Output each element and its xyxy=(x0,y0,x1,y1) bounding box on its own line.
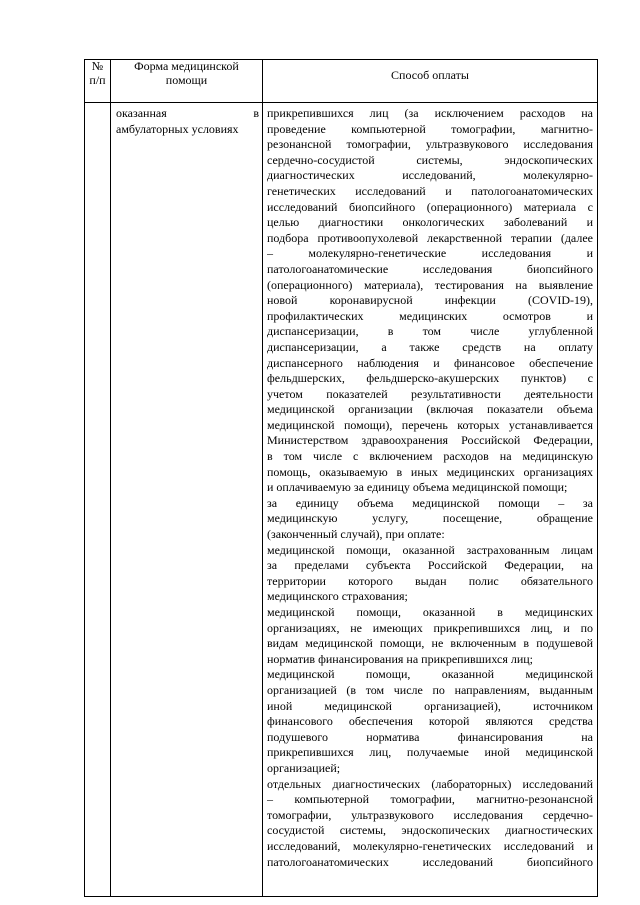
payment-text-line: помощь, оказываемую в иных медицинских организациях xyxy=(267,464,593,479)
payment-text-line: (операционного) материала), тестирования на выявление xyxy=(267,277,593,292)
header-number-symbol: № xyxy=(91,59,104,73)
payment-text-line: исследований, молекулярно-генетических исследований и xyxy=(267,838,593,853)
form-line: оказанная в xyxy=(116,106,259,120)
payment-text-line: организациях, не имеющих прикрепившихся лиц, и по xyxy=(267,620,593,635)
payment-text-line: новой коронавирусной инфекции (COVID-19), xyxy=(267,293,593,308)
payment-text-line: медицинского страхования; xyxy=(267,589,408,604)
header-number xyxy=(85,60,111,103)
payment-text-line: диспансеризации, а также средств на оплату xyxy=(267,339,593,354)
payment-text-line: за пределами субъекта Российской Федерации, на xyxy=(267,558,593,573)
header-payment xyxy=(263,60,598,103)
payment-text-line: – молекулярно-генетические исследования и xyxy=(267,246,593,261)
payment-text-line: диспансерного наблюдения и финансовое обеспечение xyxy=(267,355,593,370)
payment-text-line: иной медицинской организацией), источником xyxy=(267,698,593,713)
payment-text-line: фельдшерских, фельдшерско-акушерских пунктов) с xyxy=(267,371,593,386)
payment-text-line: резонансной томографии, ультразвукового исследования xyxy=(267,137,593,152)
payment-text-line: – компьютерной томографии, магнитно-резонансной xyxy=(267,792,593,807)
payment-text-line: Министерством здравоохранения Российской Федерации, xyxy=(267,433,593,448)
payment-text-line: финансового обеспечения которой являются средства xyxy=(267,714,593,729)
payment-text-line: подушевого норматива финансирования на xyxy=(267,729,593,744)
payment-text-line: патологоанатомические исследования биопсийного xyxy=(267,261,593,276)
payment-text-line: медицинской помощи, оказанной застрахованным лицам xyxy=(267,542,593,557)
row-number-cell xyxy=(85,103,111,897)
payment-text-line: медицинскую услугу, посещение, обращение xyxy=(267,511,593,526)
payment-text-line: медицинской помощи, оказанной медицинской xyxy=(267,667,593,682)
payment-text-line: исследований биопсийного (операционного) материала с xyxy=(267,199,593,214)
payment-text-line: медицинской помощи, оказанной в медицинских xyxy=(267,605,593,619)
header-form-line2: помощи xyxy=(165,72,208,87)
payment-text-line: профилактических медицинских осмотров и xyxy=(267,308,593,323)
header-form xyxy=(111,60,263,103)
form-line: амбулаторных условиях xyxy=(116,121,239,136)
payment-text-line: в том числе с включением расходов на медицинскую xyxy=(267,449,593,464)
payment-text-line: сердечно-сосудистой системы, эндоскопических xyxy=(267,152,593,167)
payment-text-line: видам медицинской помощи, не включенным в подушевой xyxy=(267,636,593,651)
table-row xyxy=(85,103,598,897)
payment-text-line: томографии, ультразвукового исследования сердечно- xyxy=(267,807,593,822)
payment-text-line: учетом показателей результативности деятельности xyxy=(267,386,593,401)
payment-text-line: диспансеризации, в том числе углубленной xyxy=(267,324,593,339)
row-form-cell xyxy=(111,103,263,897)
row-payment-cell xyxy=(263,103,598,897)
payment-text-line: диагностических исследований, молекулярно- xyxy=(267,168,593,183)
payment-text-line: проведение компьютерной томографии, магнитно- xyxy=(267,121,593,136)
payment-methods-table xyxy=(84,59,598,897)
payment-text-line: медицинской помощи), перечень которых устанавливается xyxy=(267,417,593,432)
table-header-row xyxy=(85,60,598,103)
payment-text-line: организацией (в том числе по направлениям, выданным xyxy=(267,682,593,697)
payment-text-line: патологоанатомических исследований биопсийного xyxy=(267,854,593,869)
payment-text-line: целью диагностики онкологических заболеваний и xyxy=(267,215,593,230)
payment-text-line: организацией; xyxy=(267,760,341,775)
payment-text-line: прикрепившихся лиц, получаемые иной медицинской xyxy=(267,745,593,760)
payment-text-line: (законченный случай), при оплате: xyxy=(267,527,445,542)
payment-text-line: и оплачиваемую за единицу объема медицинской помощи; xyxy=(267,480,568,495)
payment-text-line: сосудистой системы, эндоскопических диагностических xyxy=(267,823,593,838)
payment-text-line: норматив финансирования на прикрепившихся лиц; xyxy=(267,651,533,666)
payment-text-line: отдельных диагностических (лабораторных) исследований xyxy=(267,776,593,791)
payment-text-line: генетических исследований и патологоанатомических xyxy=(267,183,593,198)
payment-text-line: медицинской организации (включая показатели объема xyxy=(267,402,593,417)
header-form-line1: Форма медицинской xyxy=(134,59,239,73)
header-number-abbr: п/п xyxy=(89,72,106,87)
payment-text-line: за единицу объема медицинской помощи – за xyxy=(267,495,593,510)
header-payment-label: Способ оплаты xyxy=(391,68,469,82)
payment-text-line: прикрепившихся лиц (за исключением расходов на xyxy=(267,106,593,120)
payment-text-line: подбора противоопухолевой лекарственной терапии (далее xyxy=(267,230,593,245)
payment-text-line: территории которого выдан полис обязательного xyxy=(267,573,593,588)
